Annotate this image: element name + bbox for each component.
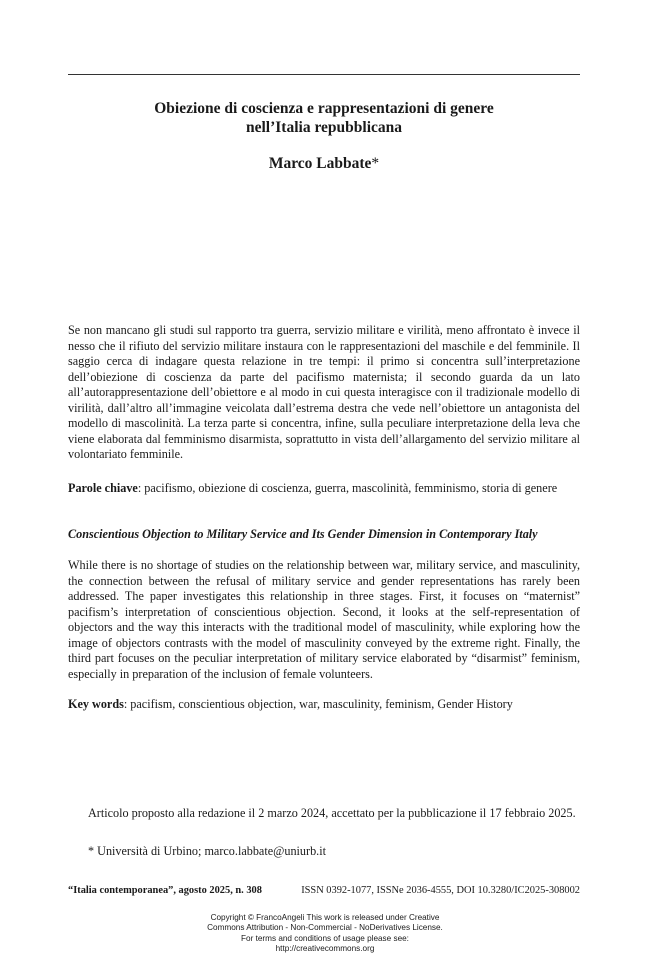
keywords-label-it: Parole chiave (68, 481, 138, 495)
author-affiliation: * Università di Urbino; marco.labbate@uniurb.it (88, 844, 326, 858)
keywords-list-it: : pacifismo, obiezione di coscienza, guerra, mascolinità, femminismo, storia di genere (137, 481, 558, 495)
journal-citation: “Italia contemporanea”, agosto 2025, n. 308 (68, 885, 262, 896)
license-line-2: Commons Attribution - Non-Commercial - NoDerivatives License. (207, 923, 443, 933)
keywords-label-en: Key words (68, 697, 124, 711)
submission-note: Articolo proposto alla redazione il 2 marzo 2024, accettato per la pubblicazione il 17 febbraio 2025. (88, 806, 576, 820)
license-link[interactable]: http://creativecommons.org (275, 943, 375, 953)
license-line-3: For terms and conditions of usage please see: (241, 933, 409, 943)
abstract-english: While there is no shortage of studies on the relationship between war, military service, and masculinity, the connection between the refusal of military service and gender representations has rarely been addressed. The paper investigates this relationship in three stages. First, it focuses on “maternist” pacifism’s interpretation of conscientious objection. Second, it looks at the self-representation of objectors and the way this interacts with the traditional model of masculinity, while exploring how the image of objectors contrasts with the model of masculinity conveyed by the extreme right. Finally, the third part focuses on the peculiar interpretation of military service elaborated by “disarmist” feminism, especially in preparation of the inclusion of female volunteers. (68, 558, 580, 681)
keywords-english (68, 697, 580, 713)
author-name: Marco Labbate (268, 155, 372, 172)
journal-identifiers: ISSN 0392-1077, ISSNe 2036-4555, DOI 10.3280/IC2025-308002 (301, 885, 580, 896)
license-line-1: Copyright © FrancoAngeli This work is released under Creative (210, 913, 440, 922)
license-notice (130, 913, 520, 954)
article-title (68, 99, 580, 137)
author-footnote-mark: * (371, 155, 380, 172)
abstract-italian: Se non mancano gli studi sul rapporto tra guerra, servizio militare e virilità, meno affrontato è invece il nesso che il rifiuto del servizio militare instaura con le rappresentazioni del maschile e del femminile. Il saggio cerca di indagare questa relazione in tre tempi: il primo si concentra sull’interpretazione dell’obiezione di coscienza da parte del pacifismo maternista; il secondo guarda da un lato all’autorappresentazione dell’obiettore e al modo in cui questa interagisce con il tradizionale modello di virilità, dall’altro all’immagine veicolata dall’estrema destra che vede nell’obiettore un antagonista del modello di mascolinità. La terza parte si concentra, infine, sulla peculiare interpretazione della leva che viene elaborata dal femminismo disarmista, soprattutto in vista dell’allargamento del servizio militare al volontariato femminile. (68, 323, 580, 461)
author (68, 155, 580, 173)
title-line-1: Obiezione di coscienza e rappresentazioni di genere (154, 100, 494, 117)
top-rule (68, 74, 580, 75)
title-line-2: nell’Italia repubblicana (245, 119, 403, 136)
english-title: Conscientious Objection to Military Service and Its Gender Dimension in Contemporary Italy (68, 527, 538, 541)
keywords-italian (68, 481, 580, 497)
keywords-list-en: : pacifism, conscientious objection, war, masculinity, feminism, Gender History (123, 697, 513, 711)
